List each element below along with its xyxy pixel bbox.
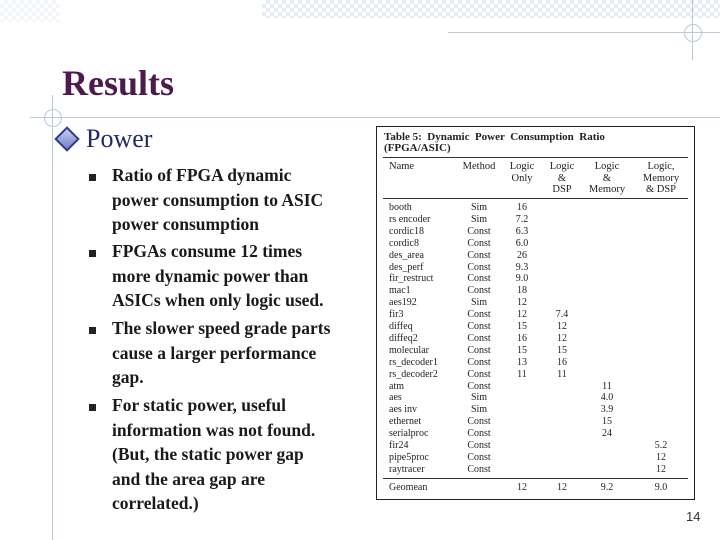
table-rule-header (383, 198, 688, 199)
geomean-logic-memory-dsp: 9.0 (654, 482, 668, 493)
bullet-square-icon (89, 250, 96, 257)
row-logic-only: 13 (517, 356, 527, 368)
row-name: diffeq2 (389, 332, 418, 344)
bullet-line: correlated.) (112, 493, 199, 513)
row-name: molecular (389, 344, 429, 356)
row-method: Const (467, 273, 491, 285)
header-logic-memory: Logic & Memory (588, 161, 626, 195)
row-method: Const (467, 356, 491, 368)
row-logic-memory-dsp: 5.2 (654, 440, 668, 451)
row-logic-memory: 11 (602, 380, 612, 392)
row-method: Sim (470, 213, 488, 225)
header-checker-pattern (262, 0, 720, 18)
bullet-line: gap. (112, 367, 144, 387)
decor-hline-under-title (30, 117, 720, 118)
geomean-logic-memory: 9.2 (600, 482, 614, 493)
row-method: Const (467, 416, 491, 428)
row-name: diffeq (389, 321, 413, 332)
header-logic-memory-dsp: Logic, Memory & DSP (642, 161, 680, 195)
row-name: rs_decoder1 (389, 356, 438, 368)
row-logic-only: 18 (517, 285, 527, 297)
row-name: cordic8 (389, 237, 419, 249)
row-logic-memory: 15 (602, 416, 612, 428)
row-name: ethernet (389, 416, 422, 428)
bullet-line: power consumption (112, 214, 259, 234)
bullet-text-4 (112, 393, 372, 516)
row-method: Const (467, 309, 491, 321)
row-method: Const (467, 321, 491, 332)
row-logic-memory: 4.0 (600, 392, 614, 404)
header-logic-only: Logic Only (509, 161, 535, 184)
row-logic-only: 12 (517, 309, 527, 321)
row-logic-memory-dsp: 12 (656, 451, 666, 463)
row-logic-memory-dsp: 12 (656, 463, 666, 475)
diamond-bullet-icon (54, 126, 79, 151)
table-rule-top (383, 157, 688, 158)
table-caption-line2: (FPGA/ASIC) (384, 142, 451, 154)
row-method: Const (467, 463, 491, 475)
row-name: atm (389, 380, 404, 392)
bullet-square-icon (89, 327, 96, 334)
row-name: aes192 (389, 297, 417, 309)
row-method: Const (467, 440, 491, 451)
bullet-line: ASICs when only logic used. (112, 290, 324, 310)
row-logic-only: 16 (517, 202, 527, 213)
row-logic-only: 6.3 (515, 225, 529, 237)
row-name: des_area (389, 249, 424, 261)
row-name: booth (389, 202, 412, 213)
row-method: Sim (470, 202, 488, 213)
row-logic-dsp: 16 (557, 356, 567, 368)
row-method: Const (467, 225, 491, 237)
decor-vline-left (52, 95, 53, 540)
bullet-line: For static power, useful (112, 395, 287, 415)
row-logic-only: 9.3 (515, 261, 529, 273)
row-name: rs encoder (389, 213, 431, 225)
row-name: aes (389, 392, 402, 404)
row-logic-only: 15 (517, 321, 527, 332)
bullet-line: more dynamic power than (112, 265, 309, 286)
row-logic-only: 7.2 (515, 213, 529, 225)
row-method: Const (467, 261, 491, 273)
row-name: fir_restruct (389, 273, 434, 285)
row-method: Const (467, 451, 491, 463)
row-name: rs_decoder2 (389, 368, 438, 380)
bullet-line: (But, the static power gap (112, 444, 304, 464)
header-logic-dsp: Logic & DSP (549, 161, 575, 195)
row-method: Const (467, 237, 491, 249)
row-name: raytracer (389, 463, 425, 475)
row-logic-only: 9.0 (515, 273, 529, 285)
bullet-square-icon (89, 404, 96, 411)
row-method: Const (467, 380, 491, 392)
bullet-line: cause a larger performance (112, 342, 317, 363)
decor-circle-top-right (684, 24, 702, 42)
geomean-logic-dsp: 12 (557, 482, 567, 493)
row-logic-only: 11 (517, 368, 527, 380)
slide-title: Results (62, 63, 175, 103)
bullet-line: information was not found. (112, 419, 316, 440)
bullet-line: Ratio of FPGA dynamic (112, 165, 292, 185)
row-method: Const (467, 285, 491, 297)
row-logic-dsp: 15 (557, 344, 567, 356)
page-number: 14 (686, 509, 701, 524)
row-name: aes inv (389, 404, 418, 416)
bullet-line: The slower speed grade parts (112, 318, 331, 338)
row-logic-dsp: 12 (557, 332, 567, 344)
header-checker-pattern-2 (0, 0, 60, 22)
geomean-logic-only: 12 (517, 482, 527, 493)
geomean-label: Geomean (389, 482, 428, 493)
row-logic-dsp: 11 (557, 368, 567, 380)
row-method: Sim (470, 392, 488, 404)
bullet-line: FPGAs consume 12 times (112, 241, 303, 261)
row-logic-dsp: 7.4 (555, 309, 569, 321)
bullet-line: power consumption to ASIC (112, 189, 324, 210)
section-heading: Power (86, 124, 153, 153)
bullet-line: and the area gap are (112, 468, 265, 489)
row-name: des_perf (389, 261, 424, 273)
bullet-text-1 (112, 163, 372, 237)
power-ratio-table (376, 126, 695, 500)
row-method: Const (467, 428, 491, 440)
row-logic-memory: 3.9 (600, 404, 614, 416)
header-name: Name (389, 161, 415, 172)
decor-hline-top (448, 32, 720, 33)
table-rule-geomean (383, 478, 688, 479)
row-logic-only: 6.0 (515, 237, 529, 249)
row-logic-only: 15 (517, 344, 527, 356)
row-logic-only: 26 (517, 249, 527, 261)
row-logic-memory: 24 (602, 428, 612, 440)
row-name: fir24 (389, 440, 409, 451)
row-name: fir3 (389, 309, 404, 321)
row-logic-only: 16 (517, 332, 527, 344)
row-method: Sim (470, 297, 488, 309)
bullet-text-3 (112, 316, 372, 390)
row-method: Sim (470, 404, 488, 416)
bullet-square-icon (89, 174, 96, 181)
table-caption-line1: Table 5: Dynamic Power Consumption Ratio (384, 131, 605, 143)
row-method: Const (467, 368, 491, 380)
header-method: Method (462, 161, 496, 172)
row-name: pipe5proc (389, 451, 429, 463)
row-logic-dsp: 12 (557, 321, 567, 332)
row-method: Const (467, 249, 491, 261)
row-name: serialproc (389, 428, 429, 440)
row-method: Const (467, 344, 491, 356)
row-logic-only: 12 (517, 297, 527, 309)
row-name: mac1 (389, 285, 411, 297)
row-name: cordic18 (389, 225, 424, 237)
decor-circle-left (44, 109, 62, 127)
bullet-text-2 (112, 239, 372, 313)
row-method: Const (467, 332, 491, 344)
